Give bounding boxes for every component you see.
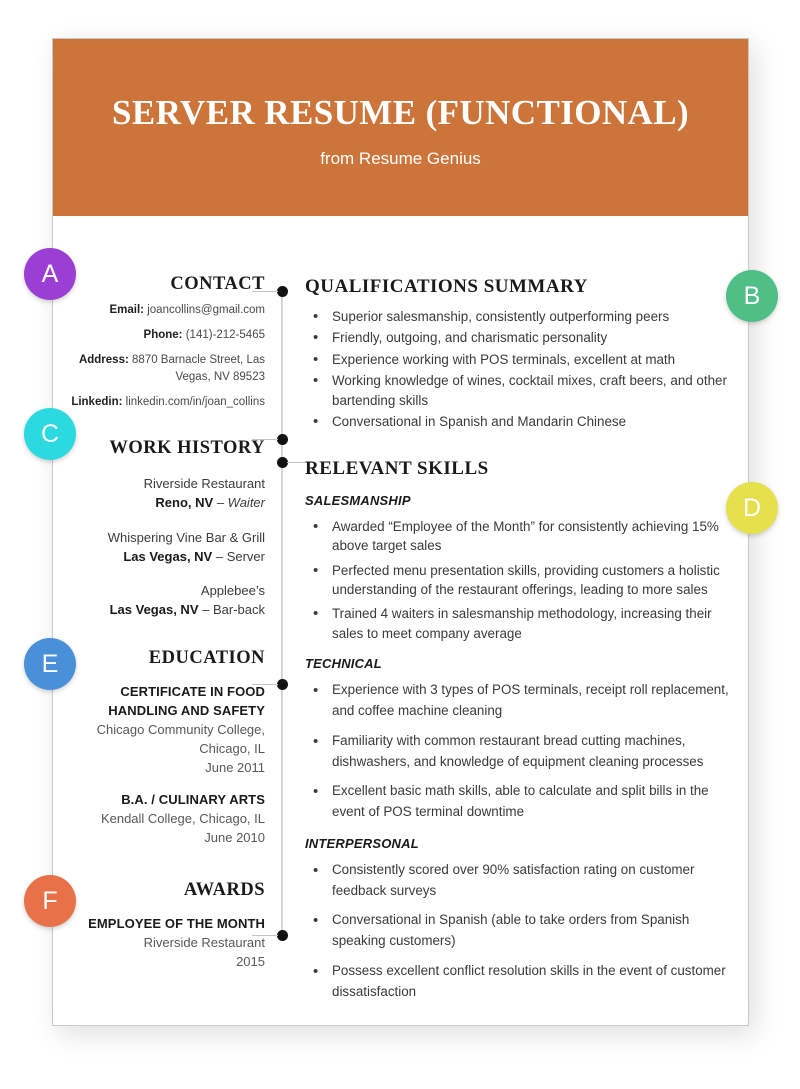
award-title: EMPLOYEE OF THE MONTH [88,915,265,931]
page-subtitle: from Resume Genius [320,148,481,168]
section-qualifications-summary [305,276,735,432]
section-awards [65,880,265,972]
list-item: • Consistently scored over 90% satisfaction rating on customer feedback surveys [305,860,735,902]
list-item: • Trained 4 waiters in salesmanship methodology, increasing their sales to meet company average [305,604,735,643]
interpersonal-bullet-list [305,860,735,1003]
work-history-item [65,529,265,567]
resume-body [53,216,748,1026]
education-degree: B.A. / CULINARY ARTS [121,792,265,808]
annotation-badge-label: F [42,886,58,915]
job-location: Las Vegas, NV [123,548,213,564]
section-heading-awards: AWARDS [183,879,265,900]
annotation-badge-f[interactable] [24,875,76,927]
list-item: • Conversational in Spanish and Mandarin Chinese [305,412,735,431]
contact-label-phone: Phone: [143,328,183,341]
timeline-divider [281,286,283,931]
contact-label-email: Email: [109,304,145,316]
job-separator: – [213,494,228,510]
annotation-badge-c[interactable] [24,408,76,460]
contact-value-email: joancollins@gmail.com [147,304,265,316]
annotation-badge-a[interactable] [24,248,76,300]
contact-value-phone: (141)-212-5465 [185,328,265,341]
contact-row-linkedin [65,394,265,412]
education-date: June 2010 [204,830,265,846]
annotation-badge-label: D [742,493,762,522]
job-role: Waiter [227,494,265,510]
education-school: Chicago Community College, Chicago, IL [96,721,265,756]
annotation-badge-d[interactable] [726,482,778,534]
right-column [305,216,735,1011]
contact-row-email [65,302,265,320]
job-role: Bar-back [212,602,265,618]
education-date: June 2011 [205,759,265,775]
contact-value-address: 8870 Barnacle Street, Las Vegas, NV 89523 [132,353,265,384]
job-separator: – [198,602,213,618]
section-contact [65,274,265,412]
annotation-badge-label: B [743,281,761,310]
annotation-badge-e[interactable] [24,638,76,690]
list-item: • Working knowledge of wines, cocktail mixes, craft beers, and other bartending skills [305,371,735,410]
section-heading-work-history: WORK HISTORY [109,438,265,459]
timeline-dot-education [277,679,288,690]
job-organization: Applebee’s [200,583,265,599]
salesmanship-bullet-list [305,517,735,644]
page-title: SERVER RESUME (FUNCTIONAL) [112,93,689,132]
timeline-dot-awards [277,930,288,941]
annotation-badge-label: C [40,419,60,448]
skill-group-heading-interpersonal: INTERPERSONAL [305,835,419,851]
list-item: • Familiarity with common restaurant bread cutting machines, dishwashers, and knowledge of equipment cleaning processes [305,731,735,773]
contact-row-phone [65,327,265,345]
skill-group-heading-technical: TECHNICAL [305,656,382,672]
education-item [65,791,265,848]
contact-label-address: Address: [78,353,129,366]
skill-group-heading-salesmanship: SALESMANSHIP [305,492,411,508]
job-organization: Riverside Restaurant [143,476,265,492]
job-location: Las Vegas, NV [109,602,199,618]
education-item [65,683,265,777]
job-separator: – [212,548,227,564]
section-education [65,648,265,848]
work-history-item [65,475,265,513]
education-school: Kendall College, Chicago, IL [100,811,265,827]
contact-label-linkedin: Linkedin: [71,396,123,409]
work-history-item [65,582,265,620]
section-heading-contact: CONTACT [170,274,265,294]
list-item: • Awarded “Employee of the Month” for consistently achieving 15% above target sales [305,517,735,556]
section-heading-qualifications: QUALIFICATIONS SUMMARY [305,276,588,297]
section-heading-relevant-skills: RELEVANT SKILLS [305,457,489,479]
annotation-badge-b[interactable] [726,270,778,322]
section-heading-education: EDUCATION [148,648,265,669]
left-column [53,216,265,971]
annotation-badge-label: E [41,649,59,678]
timeline-dot-relevant-skills [277,457,288,468]
resume-header-banner [53,39,748,216]
technical-bullet-list [305,680,735,823]
section-work-history [65,438,265,620]
list-item: • Experience working with POS terminals, excellent at math [305,350,735,369]
list-item: • Possess excellent conflict resolution skills in the event of customer dissatisfaction [305,961,735,1003]
annotation-badge-label: A [41,259,59,288]
list-item: • Excellent basic math skills, able to calculate and split bills in the event of POS terminal downtime [305,781,735,823]
award-year: 2015 [236,953,265,969]
contact-value-linkedin: linkedin.com/in/joan_collins [125,396,265,409]
education-degree: CERTIFICATE IN FOOD HANDLING AND SAFETY [108,684,265,718]
qualifications-bullet-list [305,307,735,432]
resume-page [52,38,749,1026]
list-item: • Experience with 3 types of POS terminals, receipt roll replacement, and coffee machine cleaning [305,680,735,722]
award-item [65,915,265,972]
award-organization: Riverside Restaurant [143,934,265,950]
timeline-dot-contact [277,286,288,297]
job-role: Server [226,548,265,564]
list-item: • Friendly, outgoing, and charismatic personality [305,328,735,347]
timeline-dot-work-history [277,434,288,445]
job-location: Reno, NV [155,494,214,510]
list-item: • Perfected menu presentation skills, providing customers a holistic understanding of the restaurant offerings, leading to more sales [305,561,735,600]
job-organization: Whispering Vine Bar & Grill [107,529,265,545]
section-relevant-skills [305,458,735,1003]
list-item: • Superior salesmanship, consistently outperforming peers [305,307,735,326]
contact-row-address [65,352,265,388]
list-item: • Conversational in Spanish (able to take orders from Spanish speaking customers) [305,910,735,952]
